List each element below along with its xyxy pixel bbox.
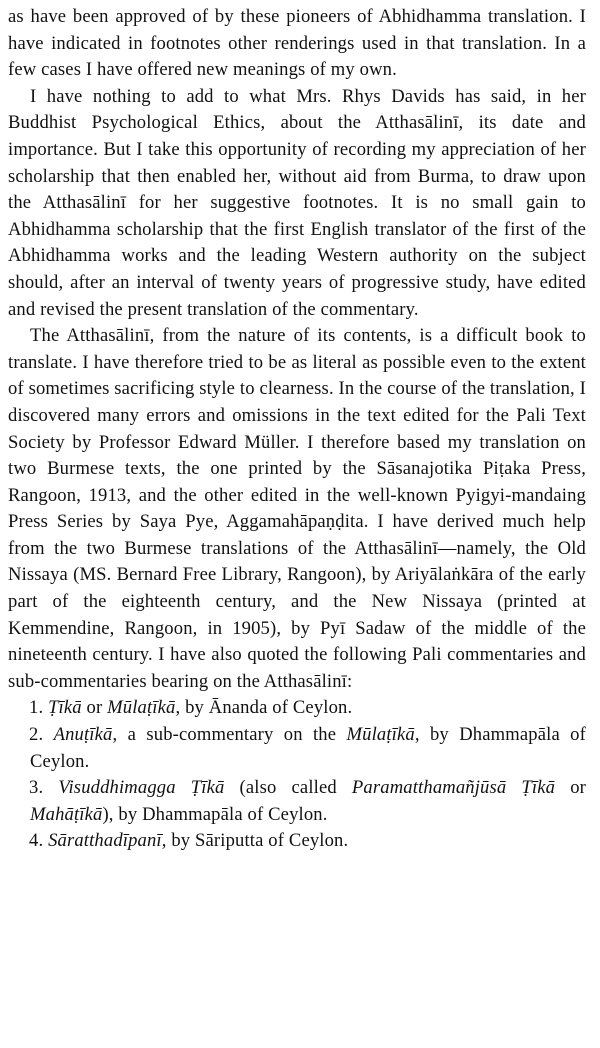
- paragraph-1: as have been approved of by these pioneers of Abhidhamma translation. I have indicated in footnotes other renderings used in that translation. In a few cases I have offered new meanings of my own.: [8, 6, 586, 81]
- list-item-title: Anuṭīkā: [53, 724, 113, 746]
- list-item-title: Ṭīkā: [48, 697, 82, 719]
- list-item-4: [8, 828, 586, 855]
- paragraph-2-text: I have nothing to add to what Mrs. Rhys Davids has said, in her Buddhist Psychological Ethics, about the Atthasālinī, its date and importance. But I take this opportunity of recording my appreciation of her scholarship that then enabled her, without aid from Burma, to draw upon the Atthasālinī for her suggestive footnotes. It is no small gain to Abhidhamma scholarship that the first English translator of the first of the Abhidhamma works and the leading Western authority on the subject should, after an interval of twenty years of progressive study, have edited and revised the present translation of the commentary.: [8, 85, 586, 320]
- paragraph-2: [8, 84, 586, 323]
- list-item-text: (also called: [224, 777, 352, 799]
- list-item-text: ), by Dhammapāla of Ceylon.: [102, 803, 328, 825]
- list-item-title: Mahāṭīkā: [30, 803, 103, 825]
- list-item-text: , by Ānanda of Ceylon.: [175, 697, 353, 719]
- commentary-list: [8, 695, 586, 855]
- list-item-text: , a sub-commentary on the: [112, 724, 347, 746]
- list-item-text: , by Sāriputta of Ceylon.: [161, 830, 349, 852]
- paragraph-3: [8, 323, 586, 695]
- list-item-title: Mūlaṭīkā: [346, 724, 415, 746]
- list-item-1: [8, 695, 586, 722]
- list-item-2: [8, 722, 586, 775]
- list-item-text: , by Dhammapāla of Ceylon.: [30, 724, 586, 772]
- list-item-3: [8, 775, 586, 828]
- list-item-text: or: [81, 697, 108, 719]
- list-item-title: Paramatthamañjūsā Ṭīkā: [351, 777, 556, 799]
- list-item-title: Sāratthadīpanī: [48, 830, 162, 852]
- paragraph-3-text: The Atthasālinī, from the nature of its contents, is a difficult book to translate. I have therefore tried to be as literal as possible even to the extent of sometimes sacrificing style to clearness. In the course of the translation, I discovered many errors and omissions in the text edited for the Pali Text Society by Professor Edward Müller. I therefore based my translation on two Burmese texts, the one printed by the Sāsanajotika Piṭaka Press, Rangoon, 1913, and the other edited in the well-known Pyigyi-mandaing Press Series by Saya Pye, Aggamahāpaṇḍita. I have derived much help from the two Burmese translations of the Atthasālinī—namely, the Old Nissaya (MS. Bernard Free Library, Rangoon), by Ariyālaṅkāra of the early part of the eighteenth century, and the New Nissaya (printed at Kemmendine, Rangoon, in 1905), by Pyī Sadaw of the middle of the nineteenth century. I have also quoted the following Pali commentaries and sub-commentaries bearing on the Atthasālinī:: [8, 325, 586, 692]
- list-item-title: Mūlaṭīkā: [107, 697, 176, 719]
- list-item-number: 3.: [29, 777, 44, 799]
- list-item-number: 4.: [29, 830, 44, 852]
- list-item-number: 2.: [29, 724, 44, 746]
- list-item-text: or: [555, 777, 586, 799]
- list-item-title: Visuddhimagga Ṭīkā: [58, 777, 225, 799]
- list-item-number: 1.: [29, 697, 44, 719]
